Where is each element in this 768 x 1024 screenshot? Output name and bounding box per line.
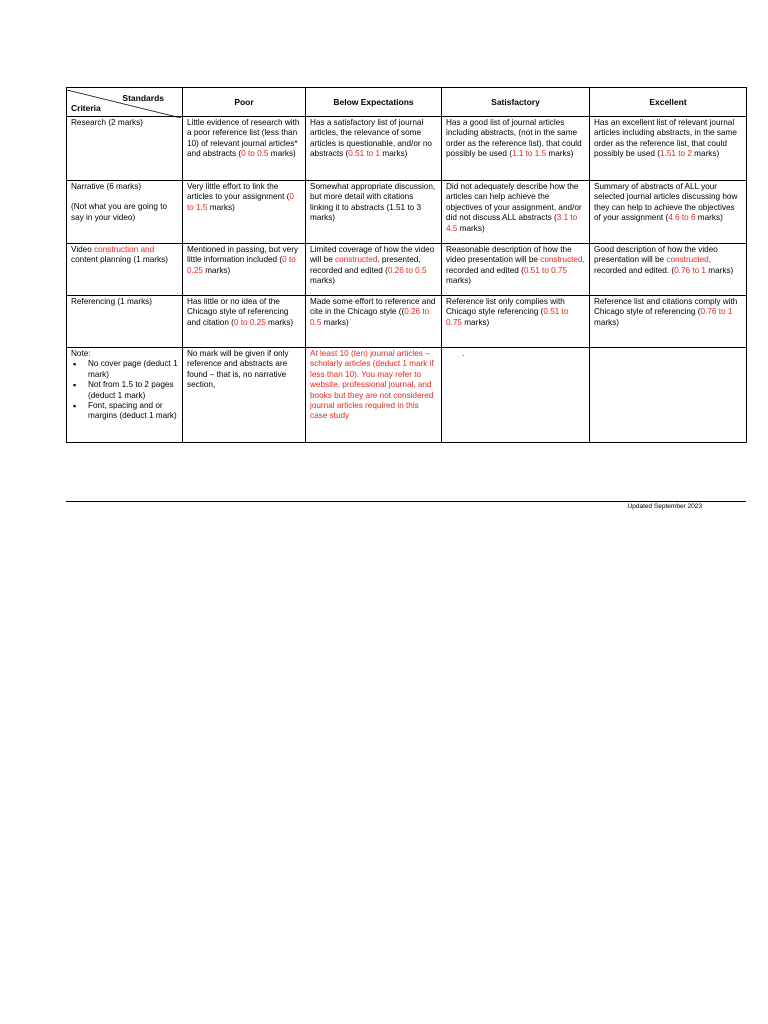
footer-updated-text: Updated September 2023 [627, 503, 702, 510]
table-row-note [67, 348, 747, 443]
footer-rule [66, 501, 746, 502]
cell-research-below: Has a satisfactory list of journal articles, the relevance of some articles is questionable, and/or no abstracts (0.51 to 1 marks) [306, 117, 442, 181]
table-row-research [67, 117, 747, 181]
criteria-cell-narrative: Narrative (6 marks) (Not what you are going to say in your video) [67, 181, 183, 244]
note-title: Note: [71, 349, 91, 358]
cell-research-poor: Little evidence of research with a poor reference list (less than 10) of relevant journal articles* and abstracts (0 to 0.5 marks) [183, 117, 306, 181]
cell-narrative-satisfactory: Did not adequately describe how the articles can help achieve the objectives of your assignment, and/or did not discuss ALL abstracts (3.1 to 4.5 marks) [442, 181, 590, 244]
corner-header-cell [67, 88, 183, 117]
cell-note-below: At least 10 (ten) journal articles – scholarly articles (deduct 1 mark if less than 10). You may refer to website, professional journal, and books but they are not considered journal articles required in this case study [306, 348, 442, 443]
cell-video-satisfactory: Reasonable description of how the video presentation will be constructed, recorded and edited (0.51 to 0.75 marks) [442, 244, 590, 296]
cell-note-satisfactory: . [442, 348, 590, 443]
criteria-label: Criteria [71, 102, 101, 113]
criteria-cell-note [67, 348, 183, 443]
rubric-table [66, 87, 747, 443]
criteria-cell-referencing: Referencing (1 marks) [67, 296, 183, 348]
cell-research-satisfactory: Has a good list of journal articles including abstracts, (not in the same order as the reference list), that could possibly be used (1.1 to 1.5 marks) [442, 117, 590, 181]
header-row [67, 88, 747, 117]
standards-label: Standards [122, 93, 164, 103]
list-item: ▪ Not from 1.5 to 2 pages (deduct 1 mark) [88, 380, 179, 401]
cell-video-poor: Mentioned in passing, but very little information included (0 to 0.25 marks) [183, 244, 306, 296]
cell-referencing-excellent: Reference list and citations comply with Chicago style of referencing (0.76 to 1 marks) [590, 296, 747, 348]
list-item: ▪ No cover page (deduct 1 mark) [88, 359, 179, 380]
column-header-excellent: Excellent [590, 88, 747, 117]
table-row-video [67, 244, 747, 296]
cell-narrative-poor: Very little effort to link the articles to your assignment (0 to 1.5 marks) [183, 181, 306, 244]
cell-note-poor: No mark will be given if only reference and abstracts are found – that is, no narrative section, [183, 348, 306, 443]
cell-referencing-satisfactory: Reference list only complies with Chicago style referencing (0.51 to 0.75 marks) [442, 296, 590, 348]
criteria-cell-video: Video construction and content planning (1 marks) [67, 244, 183, 296]
column-header-below-expectations: Below Expectations [306, 88, 442, 117]
cell-note-excellent [590, 348, 747, 443]
table-row-referencing [67, 296, 747, 348]
cell-referencing-below: Made some effort to reference and cite in the Chicago style ((0.26 to 0.5 marks) [306, 296, 442, 348]
cell-research-excellent: Has an excellent list of relevant journal articles including abstracts, in the same order as the reference list, that could possibly be used (1.51 to 2 marks) [590, 117, 747, 181]
cell-referencing-poor: Has little or no idea of the Chicago style of referencing and citation (0 to 0.25 marks) [183, 296, 306, 348]
cell-narrative-below: Somewhat appropriate discussion, but more detail with citations linking it to abstracts (1.51 to 3 marks) [306, 181, 442, 244]
cell-narrative-excellent: Summary of abstracts of ALL your selected journal articles discussing how they can help to achieve the objectives of your assignment (4.6 to 6 marks) [590, 181, 747, 244]
criteria-cell-research: Research (2 marks) [67, 117, 183, 181]
table-row-narrative [67, 181, 747, 244]
cell-video-excellent: Good description of how the video presentation will be constructed, recorded and edited. (0.76 to 1 marks) [590, 244, 747, 296]
list-item: ▪ Font, spacing and or margins (deduct 1 mark) [88, 401, 179, 422]
column-header-satisfactory: Satisfactory [442, 88, 590, 117]
column-header-poor: Poor [183, 88, 306, 117]
cell-video-below: Limited coverage of how the video will be constructed, presented, recorded and edited (0.26 to 0.5 marks) [306, 244, 442, 296]
note-list [71, 359, 179, 421]
